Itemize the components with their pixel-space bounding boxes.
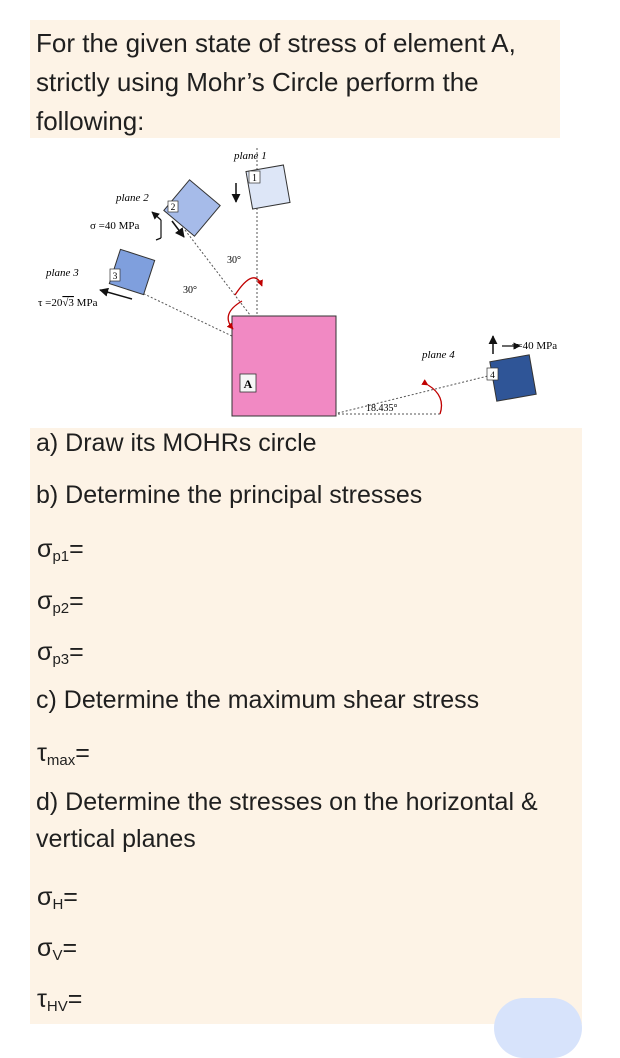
- question-b: b) Determine the principal stresses: [36, 481, 423, 509]
- sigma-p1-row: $\sigma_{p1}=$: [37, 535, 84, 565]
- sigma-h-row: $\sigma_H=$: [37, 883, 78, 913]
- angle-arc-18: [428, 385, 442, 414]
- answer-section-background: [30, 428, 582, 1024]
- plane2-sigma-label: σ =40 MPa: [90, 220, 140, 232]
- plane4-label: plane 4: [422, 349, 455, 361]
- plane4-tau-label: τ=40 MPa: [512, 340, 558, 352]
- angle-30-top: 30°: [227, 255, 241, 266]
- tau-max-row: $\tau_{max}=$: [37, 739, 90, 769]
- question-d: d) Determine the stresses on the horizontal & vertical planes: [36, 788, 538, 853]
- sigma-p2-row: $\sigma_{p2}=$: [37, 587, 84, 617]
- plane3-shear-arrow: [100, 290, 132, 299]
- plane3-tau-label: τ =20√3 MPa: [38, 297, 98, 309]
- plane4-number: 4: [490, 371, 495, 381]
- angle-arc-top: [235, 278, 262, 295]
- header-line-3: following:: [36, 106, 145, 136]
- question-c: c) Determine the maximum shear stress: [36, 686, 480, 714]
- plane2-stress-tail: [156, 238, 161, 240]
- plane3-number: 3: [112, 272, 118, 282]
- sigma-p3-row: $\sigma_{p3}=$: [37, 638, 84, 668]
- plane2-stress-arrow: [152, 212, 161, 220]
- plane4-reference-line: [334, 374, 496, 414]
- floating-action-button[interactable]: [494, 998, 582, 1058]
- angle-18-label: 18.435°: [366, 403, 398, 414]
- header-line-1: For the given state of stress of element A,: [36, 28, 516, 58]
- plane1-number: 1: [252, 173, 257, 184]
- question-a: a) Draw its MOHRs circle: [36, 429, 317, 457]
- element-a-label: A: [243, 377, 253, 391]
- stress-diagram-svg: [30, 138, 590, 430]
- element-a: [232, 316, 336, 416]
- plane1-label: plane 1: [234, 150, 267, 162]
- angle-30-left: 30°: [183, 285, 197, 296]
- sigma-v-row: $\sigma_V=$: [37, 934, 78, 964]
- plane2-number: 2: [170, 203, 176, 213]
- stress-element-diagram: [30, 138, 590, 430]
- question-header: [36, 24, 566, 141]
- plane2-label: plane 2: [116, 192, 149, 204]
- plane3-label: plane 3: [46, 267, 79, 279]
- tau-hv-row: $\tau_{HV}=$: [37, 985, 83, 1015]
- header-line-2: strictly using Mohr’s Circle perform the: [36, 67, 479, 97]
